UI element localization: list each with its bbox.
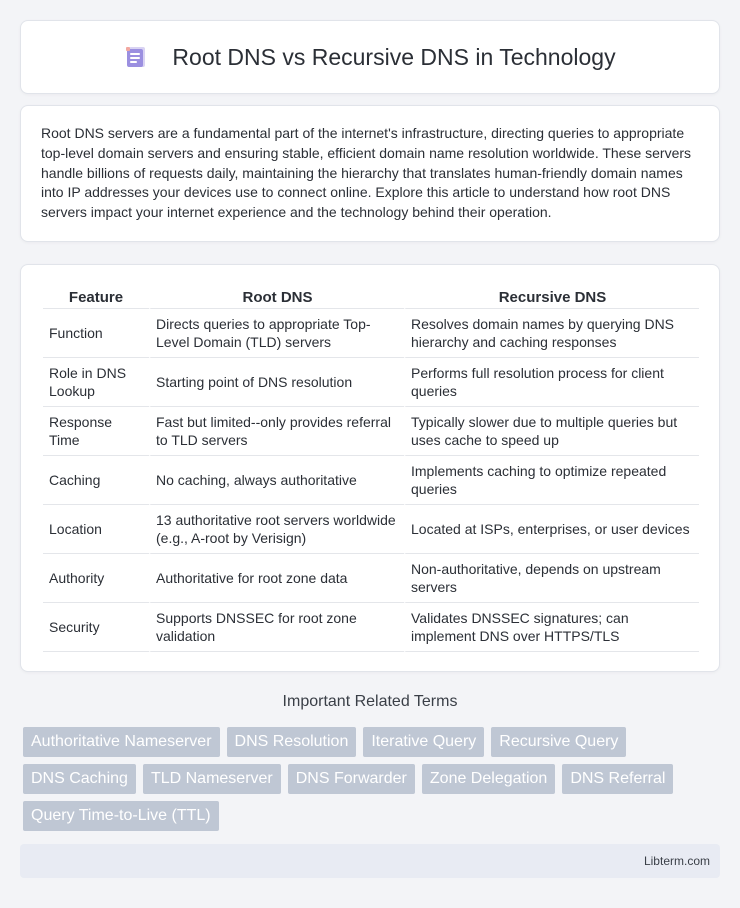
table-row [43,456,699,505]
table-row [43,554,699,603]
footer-brand[interactable]: Libterm.com [643,854,710,868]
table-row [43,309,699,358]
related-term-tag[interactable]: DNS Forwarder [288,764,415,794]
cell-root-dns: Starting point of DNS resolution [149,358,404,407]
comparison-table [43,285,699,652]
cell-feature: Security [43,603,149,652]
related-term-tag[interactable]: Zone Delegation [422,764,555,794]
header-recursive-dns: Recursive DNS [404,285,699,309]
cell-root-dns: Supports DNSSEC for root zone validation [149,603,404,652]
related-terms-title: Important Related Terms [282,693,458,710]
cell-root-dns: Directs queries to appropriate Top-Level Domain (TLD) servers [149,309,404,358]
table-row [43,358,699,407]
related-term-tag[interactable]: TLD Nameserver [143,764,281,794]
footer [20,844,720,878]
related-term-tag[interactable]: DNS Caching [23,764,136,794]
cell-feature: Location [43,505,149,554]
intro-card [20,105,720,242]
cell-feature: Function [43,309,149,358]
header-root-dns: Root DNS [149,285,404,309]
cell-recursive-dns: Typically slower due to multiple queries but uses cache to speed up [404,407,699,456]
related-term-tag[interactable]: Iterative Query [363,727,484,757]
cell-root-dns: No caching, always authoritative [149,456,404,505]
cell-recursive-dns: Non-authoritative, depends on upstream servers [404,554,699,603]
related-term-tag[interactable]: Recursive Query [491,727,626,757]
related-term-tag[interactable]: DNS Referral [562,764,673,794]
cell-recursive-dns: Validates DNSSEC signatures; can implement DNS over HTTPS/TLS [404,603,699,652]
cell-recursive-dns: Located at ISPs, enterprises, or user devices [404,505,699,554]
title-card [20,20,720,94]
comparison-card [20,264,720,672]
table-header-row [43,285,699,309]
table-row [43,407,699,456]
cell-feature: Role in DNS Lookup [43,358,149,407]
cell-feature: Authority [43,554,149,603]
intro-paragraph: Root DNS servers are a fundamental part of the internet's infrastructure, directing queries to appropriate top-level domain servers and ensuring stable, efficient domain name resolution worldwide. These servers handle billions of requests daily, maintaining the hierarchy that translates human-friendly domain names into IP addresses your devices use to connect online. Explore this article to understand how root DNS servers impact your internet experience and the technology behind their operation. [41,125,692,221]
document-icon [124,44,150,70]
cell-root-dns: 13 authoritative root servers worldwide (e.g., A-root by Verisign) [149,505,404,554]
related-term-tag[interactable]: Query Time-to-Live (TTL) [23,801,219,831]
cell-feature: Response Time [43,407,149,456]
table-row [43,505,699,554]
cell-recursive-dns: Implements caching to optimize repeated queries [404,456,699,505]
table-body [43,309,699,652]
cell-root-dns: Fast but limited--only provides referral to TLD servers [149,407,404,456]
related-terms-list [23,727,723,838]
cell-feature: Caching [43,456,149,505]
table-row [43,603,699,652]
related-term-tag[interactable]: DNS Resolution [227,727,357,757]
related-term-tag[interactable]: Authoritative Nameserver [23,727,220,757]
cell-recursive-dns: Resolves domain names by querying DNS hierarchy and caching responses [404,309,699,358]
cell-root-dns: Authoritative for root zone data [149,554,404,603]
header-feature: Feature [43,285,149,309]
cell-recursive-dns: Performs full resolution process for client queries [404,358,699,407]
page-title: Root DNS vs Recursive DNS in Technology [172,43,616,70]
